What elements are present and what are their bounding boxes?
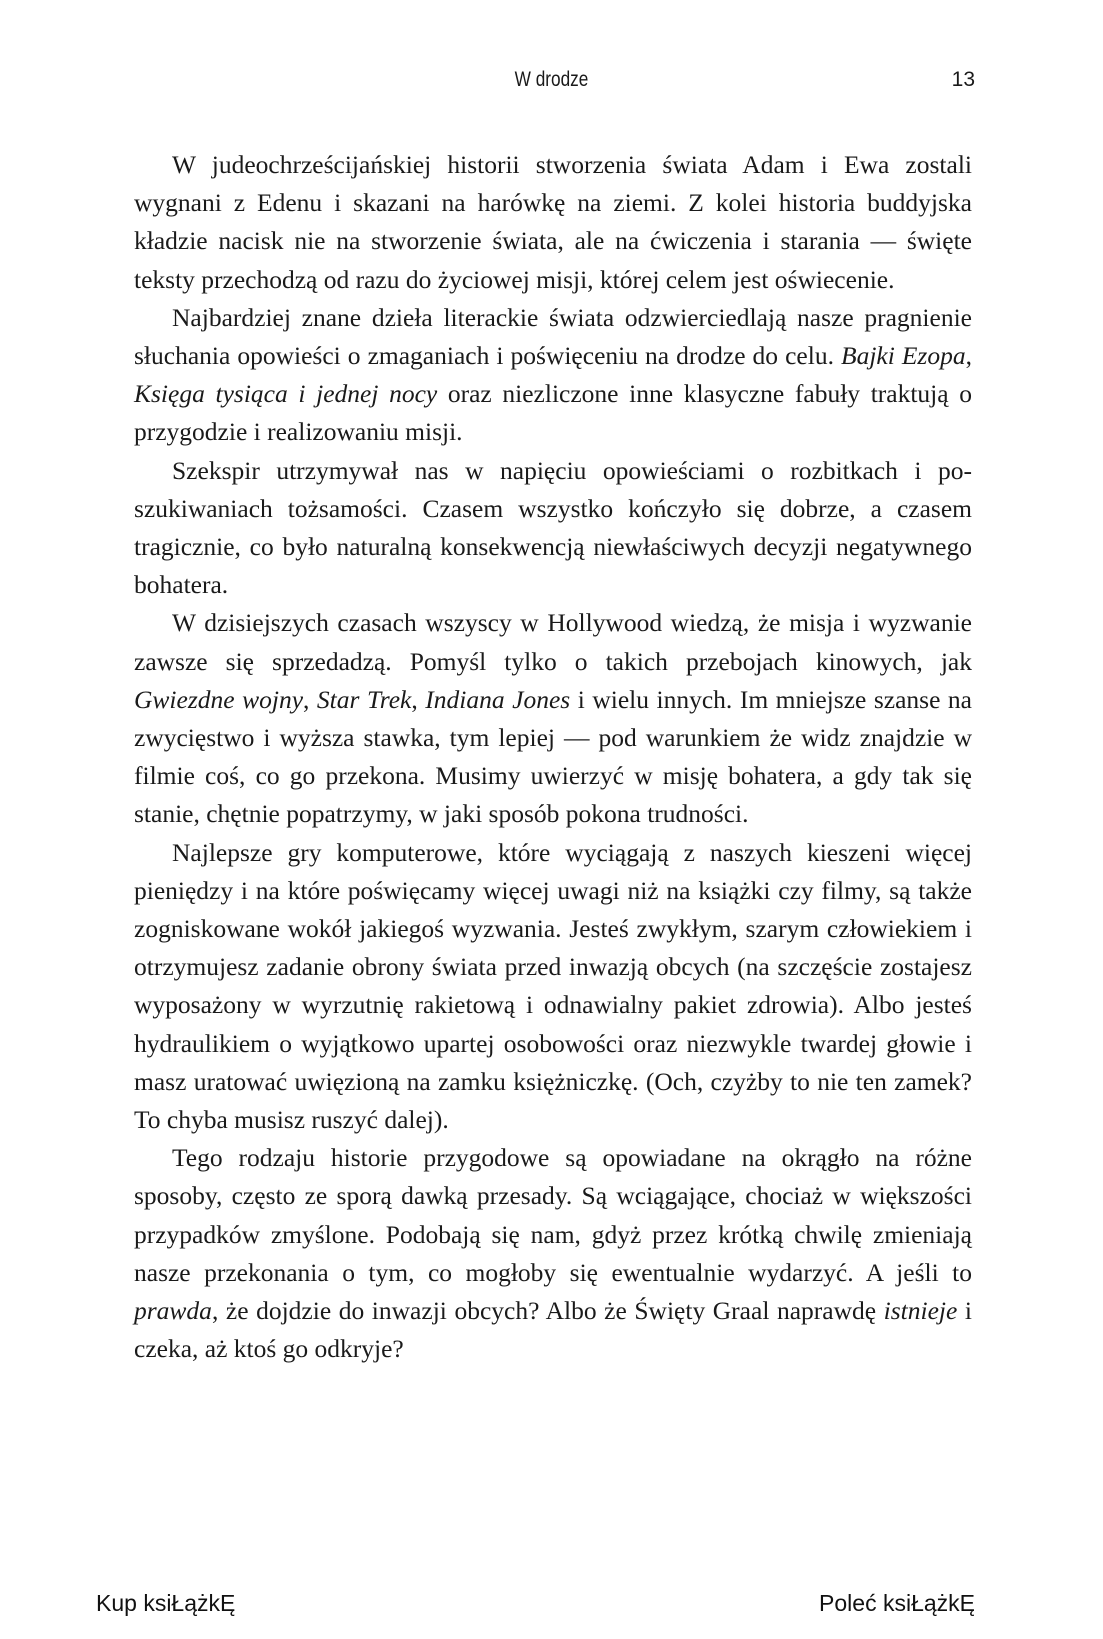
paragraph xyxy=(134,604,972,833)
paragraph xyxy=(134,834,972,1140)
paragraph-text: Najlepsze gry komputerowe, które wyciągają z naszych kieszeni więcej pieniędzy i na które poświęcamy więcej uwagi niż na książki czy filmy, są także zogniskowane wokół jakiegoś wyzwania. Jesteś zwykłym, szarym człowiekiem i otrzymujesz zadanie obrony świata przed inwazją obcych (na szczęście zostajesz wyposażony w wyrzutnię rakietową i odnawialny pakiet zdrowia). Albo jesteś hydraulikiem o wyjątkowo upartej osobowości oraz niezwykle twardej głowie i masz uratować uwięzioną na zamku księżniczkę. (Och, czyżby to nie ten zamek? To chyba musisz ruszyć dalej). xyxy=(134,837,972,1135)
paragraph xyxy=(134,452,972,605)
paragraph-text: Szekspir utrzymywał nas w napięciu opowieściami o rozbitkach i poszukiwaniach tożsamości. Czasem wszystko kończyło się dobrze, a czasem tragicznie, co było naturalną konsekwencją niewłaściwych decyzji negatywnego bohatera. xyxy=(134,455,972,600)
italic-title-text: Star Trek xyxy=(316,684,412,714)
paragraph-text: , xyxy=(303,684,317,714)
paragraph-text: oraz niezliczone inne klasyczne fabuły traktują o przygodzie i realizowaniu misji. xyxy=(134,379,972,447)
italic-title-text: istnieje xyxy=(883,1296,958,1326)
footer xyxy=(0,1590,1103,1626)
paragraph-text: i wielu innych. Im mniejsze szanse na zwycięstwo i wyższa stawka, tym lepiej — pod warunkiem że widz znajdzie w filmie coś, co go przekona. Musimy uwierzyć w misję bohatera, a gdy tak się stanie, chętnie popatrzymy, w jaki sposób pokona trudności. xyxy=(134,684,972,829)
paragraph-text: Najbardziej znane dzieła literackie świata odzwierciedlają nasze pragnienie słuchania opowieści o zmaganiach i poświęceniu na drodze do celu. xyxy=(134,302,972,371)
paragraph-text: W dzisiejszych czasach wszyscy w Hollywood wiedzą, że misja i wyzwanie zawsze się sprzedadzą. Pomyśl tylko o takich przebojach kinowych, jak xyxy=(134,608,972,676)
paragraph-text: Tego rodzaju historie przygodowe są opowiadane na okrągło na różne sposoby, często ze sporą dawką przesady. Są wciągające, chociaż w większości przypadków zmyślone. Podobają się nam, gdyż przez krótką chwilę zmieniają nasze przekonania o tym, co mogłoby się ewentualnie wydarzyć. A jeśli to xyxy=(134,1143,972,1287)
running-title: W drodze xyxy=(514,68,589,91)
italic-title-text: Indiana Jones xyxy=(425,684,571,714)
italic-title-text: prawda xyxy=(134,1296,212,1326)
page-number: 13 xyxy=(951,68,975,91)
paragraph xyxy=(134,299,972,452)
buy-book-link[interactable]: Kup ksiŁążkĘ xyxy=(96,1590,236,1616)
paragraph-text: , xyxy=(965,341,972,371)
body-text xyxy=(134,146,972,1369)
paragraph-text: , xyxy=(411,684,426,714)
paragraph-text: , że dojdzie do inwazji obcych? Albo że Święty Graal naprawdę xyxy=(211,1296,884,1326)
italic-title-text: Bajki Ezopa xyxy=(841,341,966,371)
italic-title-text: Gwiezdne wojny xyxy=(134,684,304,714)
paragraph xyxy=(134,1139,972,1368)
italic-title-text: Księga tysiąca i jednej nocy xyxy=(134,379,438,409)
paragraph-text: W judeochrześcijańskiej historii stworzenia świata Adam i Ewa zostali wygnani z Edenu i skazani na harówkę na ziemi. Z kolei historia buddyjska kładzie nacisk nie na stworzenie świata, ale na ćwiczenia i starania — święte teksty przechodzą od razu do życiowej misji, której celem jest oświecenie. xyxy=(134,150,972,294)
running-head xyxy=(0,68,1103,108)
recommend-book-link[interactable]: Poleć ksiŁążkĘ xyxy=(819,1590,975,1616)
paragraph xyxy=(134,146,972,299)
paragraph-text: i czeka, aż ktoś go odkryje? xyxy=(134,1296,972,1364)
